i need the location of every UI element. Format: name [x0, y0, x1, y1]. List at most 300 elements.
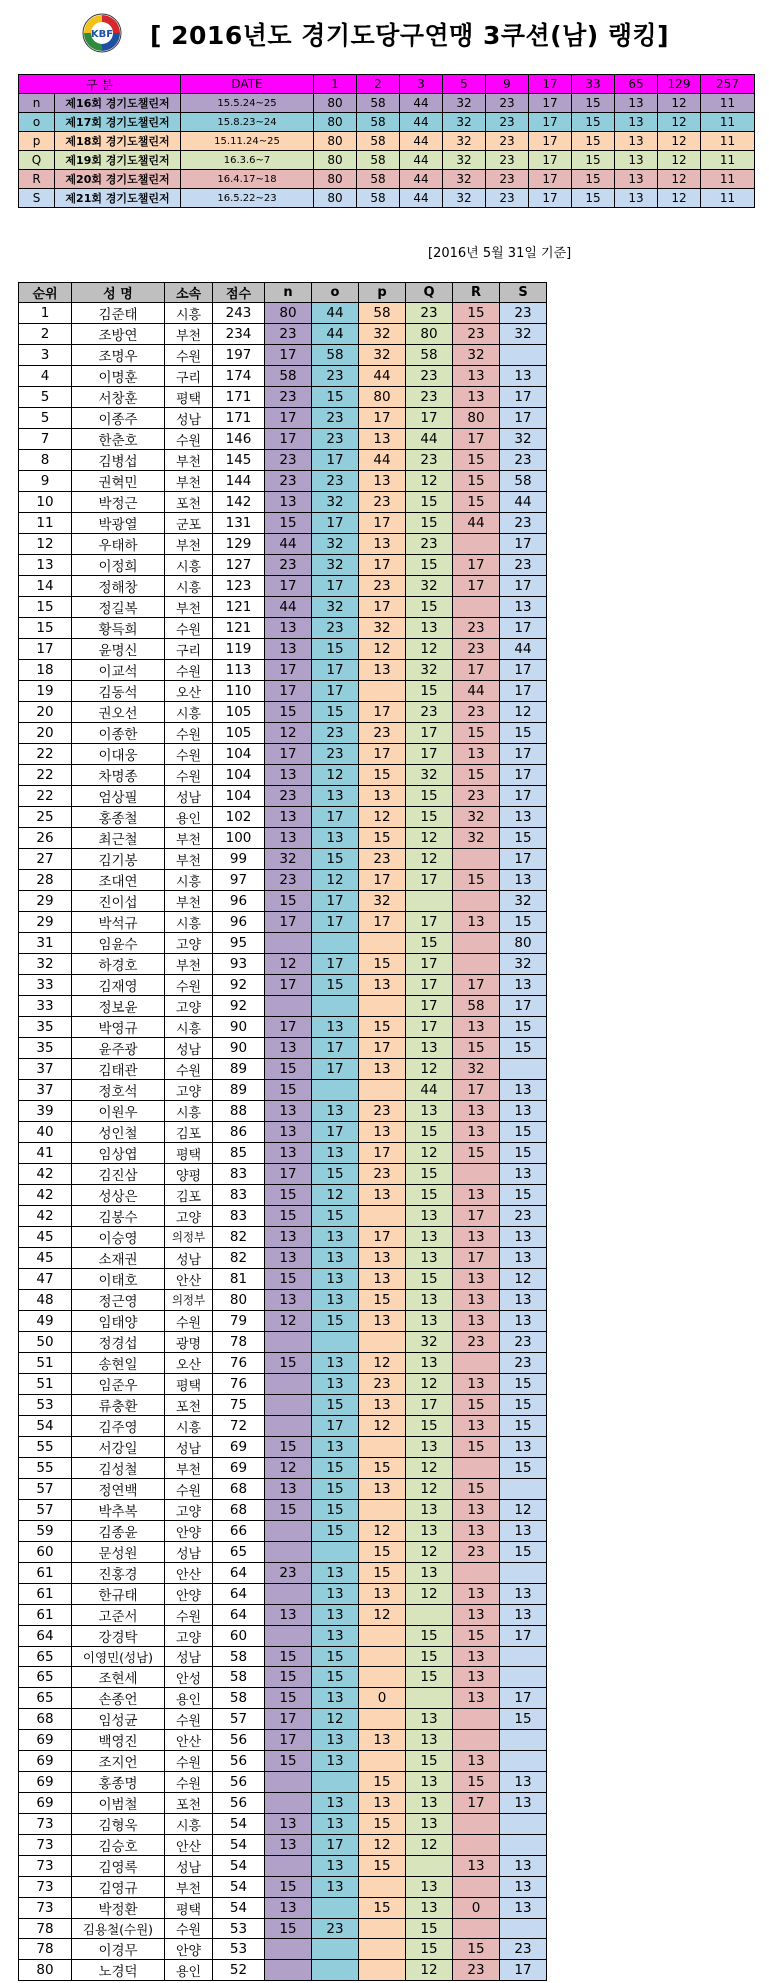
tournament-points-cell: 11 — [701, 189, 755, 208]
ranking-header-cell: 점수 — [213, 283, 265, 303]
ranking-row — [19, 1793, 547, 1814]
region-cell: 김포 — [165, 1122, 213, 1143]
player-name-cell: 이경무 — [72, 1939, 165, 1960]
region-cell: 포천 — [165, 1395, 213, 1416]
ranking-row — [19, 1919, 547, 1939]
total-score-cell: 83 — [213, 1206, 265, 1227]
tournament-Q-score-cell: 17 — [406, 975, 453, 996]
region-cell: 수원 — [165, 1311, 213, 1332]
player-name-cell: 조방연 — [72, 324, 165, 345]
tournament-o-score-cell: 17 — [312, 912, 359, 933]
tournament-o-score-cell: 17 — [312, 681, 359, 702]
tournament-points-cell: 11 — [701, 170, 755, 189]
rank-cell: 22 — [19, 744, 72, 765]
tournament-o-score-cell: 17 — [312, 1038, 359, 1059]
rank-cell: 65 — [19, 1647, 72, 1667]
player-name-cell: 한규태 — [72, 1584, 165, 1605]
rank-cell: 39 — [19, 1101, 72, 1122]
tournament-o-score-cell: 13 — [312, 1814, 359, 1835]
rank-cell: 28 — [19, 870, 72, 891]
tournament-p-score-cell: 32 — [359, 891, 406, 912]
ranking-row — [19, 366, 547, 387]
total-score-cell: 56 — [213, 1772, 265, 1793]
ranking-row — [19, 660, 547, 681]
total-score-cell: 52 — [213, 1960, 265, 1981]
player-name-cell: 강경탁 — [72, 1626, 165, 1647]
tournament-n-score-cell: 23 — [265, 471, 312, 492]
tournament-p-score-cell: 15 — [359, 1563, 406, 1584]
ranking-row — [19, 576, 547, 597]
tournament-points-cell: 11 — [701, 94, 755, 113]
tournament-S-score-cell: 13 — [500, 1437, 547, 1458]
tournament-Q-score-cell: 15 — [406, 1647, 453, 1667]
tournament-R-score-cell: 17 — [453, 576, 500, 597]
tournament-R-score-cell: 13 — [453, 1374, 500, 1395]
tournament-o-score-cell: 13 — [312, 1584, 359, 1605]
tournament-code-cell: S — [19, 189, 55, 208]
ranking-row — [19, 912, 547, 933]
region-cell: 안산 — [165, 1730, 213, 1751]
tournament-points-cell: 80 — [314, 132, 357, 151]
tournament-n-score-cell: 23 — [265, 450, 312, 471]
player-name-cell: 김준태 — [72, 303, 165, 324]
region-cell: 수원 — [165, 723, 213, 744]
region-cell: 용인 — [165, 1960, 213, 1981]
tournament-S-score-cell: 15 — [500, 1122, 547, 1143]
tournament-n-score-cell: 23 — [265, 555, 312, 576]
rank-cell: 29 — [19, 891, 72, 912]
region-cell: 부천 — [165, 534, 213, 555]
tournament-code-cell: Q — [19, 151, 55, 170]
player-name-cell: 성상은 — [72, 1185, 165, 1206]
tournament-points-cell: 44 — [400, 94, 443, 113]
tournament-points-cell: 12 — [658, 94, 701, 113]
player-name-cell: 임윤수 — [72, 933, 165, 954]
total-score-cell: 100 — [213, 828, 265, 849]
rank-cell: 33 — [19, 996, 72, 1017]
player-name-cell: 박정환 — [72, 1898, 165, 1919]
region-cell: 성남 — [165, 1647, 213, 1667]
tournament-o-score-cell: 17 — [312, 513, 359, 534]
region-cell: 부천 — [165, 450, 213, 471]
tournament-n-score-cell: 13 — [265, 1248, 312, 1269]
tournament-o-score-cell: 17 — [312, 1416, 359, 1437]
tournament-p-score-cell: 80 — [359, 387, 406, 408]
tournament-p-score-cell: 13 — [359, 660, 406, 681]
total-score-cell: 65 — [213, 1542, 265, 1563]
tournament-n-score-cell: 13 — [265, 807, 312, 828]
tournament-n-score-cell: 44 — [265, 534, 312, 555]
tournament-p-score-cell: 13 — [359, 975, 406, 996]
tournament-points-cell: 32 — [443, 113, 486, 132]
region-cell: 안양 — [165, 1521, 213, 1542]
tournament-S-score-cell: 13 — [500, 1227, 547, 1248]
total-score-cell: 69 — [213, 1458, 265, 1479]
region-cell: 시흥 — [165, 1017, 213, 1038]
tournament-n-score-cell: 15 — [265, 891, 312, 912]
player-name-cell: 임성균 — [72, 1709, 165, 1730]
tournament-o-score-cell: 12 — [312, 765, 359, 786]
ranking-row — [19, 639, 547, 660]
tournament-S-score-cell: 32 — [500, 891, 547, 912]
total-score-cell: 80 — [213, 1290, 265, 1311]
total-score-cell: 64 — [213, 1563, 265, 1584]
rank-cell: 60 — [19, 1542, 72, 1563]
tournament-date-cell: 15.8.23~24 — [181, 113, 314, 132]
tournament-n-score-cell: 15 — [265, 1647, 312, 1667]
tournament-o-score-cell: 15 — [312, 639, 359, 660]
tournament-o-score-cell: 15 — [312, 387, 359, 408]
ranking-row — [19, 1017, 547, 1038]
tournament-S-score-cell: 13 — [500, 1584, 547, 1605]
tournament-points-cell: 58 — [357, 151, 400, 170]
tournament-Q-score-cell: 13 — [406, 1709, 453, 1730]
region-cell: 고양 — [165, 933, 213, 954]
region-cell: 의정부 — [165, 1227, 213, 1248]
region-cell: 수원 — [165, 1479, 213, 1500]
total-score-cell: 104 — [213, 744, 265, 765]
rank-cell: 20 — [19, 723, 72, 744]
ranking-header-cell: o — [312, 283, 359, 303]
player-name-cell: 김병섭 — [72, 450, 165, 471]
tournament-o-score-cell: 23 — [312, 471, 359, 492]
tournament-n-score-cell: 15 — [265, 1751, 312, 1772]
tournament-o-score-cell: 15 — [312, 1458, 359, 1479]
tournament-points-cell: 13 — [615, 113, 658, 132]
tournament-S-score-cell: 17 — [500, 576, 547, 597]
ranking-row — [19, 1437, 547, 1458]
tournament-Q-score-cell: 13 — [406, 1206, 453, 1227]
player-name-cell: 김태관 — [72, 1059, 165, 1080]
rank-cell: 17 — [19, 639, 72, 660]
tournament-points-cell: 15 — [572, 132, 615, 151]
tournament-n-score-cell: 17 — [265, 1709, 312, 1730]
tournament-R-score-cell: 23 — [453, 1960, 500, 1981]
ranking-header-cell: 소속 — [165, 283, 213, 303]
tournament-n-score-cell: 17 — [265, 681, 312, 702]
tournament-R-score-cell — [453, 891, 500, 912]
tournament-o-score-cell: 15 — [312, 1521, 359, 1542]
rank-cell: 2 — [19, 324, 72, 345]
total-score-cell: 54 — [213, 1856, 265, 1877]
tournament-p-score-cell: 0 — [359, 1688, 406, 1709]
tournament-p-score-cell: 15 — [359, 1017, 406, 1038]
rank-cell: 45 — [19, 1227, 72, 1248]
tournament-S-score-cell: 13 — [500, 366, 547, 387]
region-cell: 성남 — [165, 1856, 213, 1877]
tournament-Q-score-cell: 23 — [406, 387, 453, 408]
tournament-S-score-cell: 13 — [500, 1248, 547, 1269]
tournament-R-score-cell — [453, 597, 500, 618]
tournament-Q-score-cell: 12 — [406, 849, 453, 870]
tournament-R-score-cell: 13 — [453, 1605, 500, 1626]
tournament-R-score-cell: 32 — [453, 807, 500, 828]
tournament-S-score-cell: 12 — [500, 702, 547, 723]
tournament-p-score-cell: 15 — [359, 1542, 406, 1563]
rank-cell: 22 — [19, 765, 72, 786]
tournament-n-score-cell: 15 — [265, 1500, 312, 1521]
tournament-p-score-cell: 13 — [359, 534, 406, 555]
total-score-cell: 81 — [213, 1269, 265, 1290]
rank-cell: 42 — [19, 1185, 72, 1206]
region-cell: 부천 — [165, 891, 213, 912]
player-name-cell: 황득희 — [72, 618, 165, 639]
region-cell: 안산 — [165, 1563, 213, 1584]
tournament-R-score-cell: 15 — [453, 450, 500, 471]
ranking-row — [19, 597, 547, 618]
region-cell: 수원 — [165, 1772, 213, 1793]
tournament-points-cell: 44 — [400, 132, 443, 151]
rank-cell: 4 — [19, 366, 72, 387]
rank-cell: 15 — [19, 618, 72, 639]
tournament-points-cell: 13 — [615, 170, 658, 189]
tournament-S-score-cell — [500, 1835, 547, 1856]
rank-cell: 69 — [19, 1730, 72, 1751]
rank-cell: 73 — [19, 1835, 72, 1856]
tournament-S-score-cell: 13 — [500, 1311, 547, 1332]
tournament-o-score-cell: 15 — [312, 1164, 359, 1185]
rank-cell: 49 — [19, 1311, 72, 1332]
tournament-p-score-cell: 15 — [359, 828, 406, 849]
player-name-cell: 이교석 — [72, 660, 165, 681]
tournament-S-score-cell: 15 — [500, 912, 547, 933]
tournament-Q-score-cell: 80 — [406, 324, 453, 345]
tournament-points-cell: 12 — [658, 132, 701, 151]
tournament-n-score-cell: 15 — [265, 1919, 312, 1939]
ranking-row — [19, 387, 547, 408]
tournament-R-score-cell: 13 — [453, 366, 500, 387]
tournament-S-score-cell: 17 — [500, 996, 547, 1017]
tournament-R-score-cell: 32 — [453, 345, 500, 366]
tournament-R-score-cell: 17 — [453, 1248, 500, 1269]
tournament-R-score-cell: 13 — [453, 1269, 500, 1290]
tournament-row — [19, 132, 755, 151]
ranking-row — [19, 1374, 547, 1395]
tournament-S-score-cell: 32 — [500, 429, 547, 450]
tournament-o-score-cell: 13 — [312, 1730, 359, 1751]
tournament-points-cell: 44 — [400, 170, 443, 189]
tournament-Q-score-cell — [406, 1856, 453, 1877]
region-cell: 성남 — [165, 786, 213, 807]
kbf-logo-icon — [82, 13, 122, 53]
tournament-p-score-cell: 23 — [359, 849, 406, 870]
tournament-S-score-cell: 15 — [500, 1395, 547, 1416]
ranking-row — [19, 891, 547, 912]
region-cell: 수원 — [165, 975, 213, 996]
player-name-cell: 이종한 — [72, 723, 165, 744]
player-name-cell: 조현세 — [72, 1667, 165, 1688]
region-cell: 시흥 — [165, 1814, 213, 1835]
tournament-p-score-cell — [359, 1647, 406, 1667]
tournament-S-score-cell: 13 — [500, 870, 547, 891]
tournament-Q-score-cell: 13 — [406, 1353, 453, 1374]
player-name-cell: 김영규 — [72, 1877, 165, 1898]
rank-cell: 8 — [19, 450, 72, 471]
rank-cell: 55 — [19, 1458, 72, 1479]
tournament-o-score-cell: 32 — [312, 555, 359, 576]
tournament-points-cell: 11 — [701, 151, 755, 170]
tournament-Q-score-cell: 15 — [406, 1122, 453, 1143]
tournament-o-score-cell: 15 — [312, 1311, 359, 1332]
player-name-cell: 이명훈 — [72, 366, 165, 387]
tournament-points-cell: 11 — [701, 132, 755, 151]
player-name-cell: 김성철 — [72, 1458, 165, 1479]
tournament-o-score-cell — [312, 1898, 359, 1919]
rank-cell: 20 — [19, 702, 72, 723]
tournament-S-score-cell: 13 — [500, 597, 547, 618]
region-cell: 용인 — [165, 1688, 213, 1709]
tournament-n-score-cell — [265, 1395, 312, 1416]
tournament-o-score-cell: 13 — [312, 1269, 359, 1290]
tournament-S-score-cell: 13 — [500, 1856, 547, 1877]
tournament-R-score-cell: 15 — [453, 1772, 500, 1793]
tournament-R-score-cell: 13 — [453, 1688, 500, 1709]
ranking-row — [19, 1080, 547, 1101]
total-score-cell: 121 — [213, 618, 265, 639]
rank-cell: 15 — [19, 597, 72, 618]
tournament-p-score-cell: 15 — [359, 1290, 406, 1311]
region-cell: 수원 — [165, 1919, 213, 1939]
tournament-header-cell: 2 — [357, 75, 400, 94]
tournament-Q-score-cell: 12 — [406, 1960, 453, 1981]
tournament-R-score-cell: 15 — [453, 1038, 500, 1059]
rank-cell: 5 — [19, 387, 72, 408]
tournament-p-score-cell: 17 — [359, 555, 406, 576]
region-cell: 오산 — [165, 1353, 213, 1374]
player-name-cell: 임상엽 — [72, 1143, 165, 1164]
tournament-Q-score-cell: 15 — [406, 1626, 453, 1647]
tournament-S-score-cell: 17 — [500, 660, 547, 681]
rank-cell: 80 — [19, 1960, 72, 1981]
tournament-points-cell: 17 — [529, 189, 572, 208]
tournament-p-score-cell: 13 — [359, 1395, 406, 1416]
tournament-R-score-cell — [453, 849, 500, 870]
tournament-p-score-cell: 12 — [359, 639, 406, 660]
total-score-cell: 88 — [213, 1101, 265, 1122]
tournament-S-score-cell: 17 — [500, 765, 547, 786]
tournament-n-score-cell: 58 — [265, 366, 312, 387]
rank-cell: 14 — [19, 576, 72, 597]
player-name-cell: 정경섭 — [72, 1332, 165, 1353]
tournament-n-score-cell — [265, 1542, 312, 1563]
tournament-name-cell: 제18회 경기도챌린저 — [55, 132, 181, 151]
tournament-p-score-cell: 58 — [359, 303, 406, 324]
tournament-points-cell: 15 — [572, 113, 615, 132]
ranking-header-cell: Q — [406, 283, 453, 303]
tournament-S-score-cell — [500, 1919, 547, 1939]
ranking-row — [19, 828, 547, 849]
tournament-points-cell: 12 — [658, 151, 701, 170]
player-name-cell: 진이섭 — [72, 891, 165, 912]
rank-cell: 73 — [19, 1814, 72, 1835]
tournament-o-score-cell — [312, 1939, 359, 1960]
tournament-n-score-cell: 13 — [265, 1122, 312, 1143]
tournament-n-score-cell: 13 — [265, 1038, 312, 1059]
tournament-points-cell: 32 — [443, 94, 486, 113]
player-name-cell: 조지언 — [72, 1751, 165, 1772]
tournament-p-score-cell: 23 — [359, 1101, 406, 1122]
ranking-row — [19, 933, 547, 954]
tournament-o-score-cell: 17 — [312, 1122, 359, 1143]
tournament-p-score-cell: 13 — [359, 1730, 406, 1751]
tournament-Q-score-cell: 32 — [406, 765, 453, 786]
total-score-cell: 54 — [213, 1835, 265, 1856]
tournament-o-score-cell — [312, 1542, 359, 1563]
region-cell: 시흥 — [165, 303, 213, 324]
tournament-p-score-cell: 13 — [359, 1479, 406, 1500]
tournament-Q-score-cell: 17 — [406, 1395, 453, 1416]
tournament-R-score-cell: 44 — [453, 681, 500, 702]
region-cell: 안성 — [165, 1667, 213, 1688]
tournament-n-score-cell: 23 — [265, 1563, 312, 1584]
tournament-S-score-cell: 15 — [500, 1374, 547, 1395]
ranking-header-cell: S — [500, 283, 547, 303]
tournament-Q-score-cell: 44 — [406, 1080, 453, 1101]
tournament-R-score-cell: 15 — [453, 870, 500, 891]
tournament-R-score-cell — [453, 1458, 500, 1479]
total-score-cell: 105 — [213, 723, 265, 744]
tournament-n-score-cell: 17 — [265, 1017, 312, 1038]
tournament-n-score-cell: 15 — [265, 1877, 312, 1898]
total-score-cell: 96 — [213, 891, 265, 912]
player-name-cell: 최근철 — [72, 828, 165, 849]
tournament-R-score-cell — [453, 1835, 500, 1856]
tournament-o-score-cell: 15 — [312, 1479, 359, 1500]
tournament-p-score-cell: 44 — [359, 366, 406, 387]
tournament-S-score-cell: 15 — [500, 1709, 547, 1730]
rank-cell: 73 — [19, 1856, 72, 1877]
tournament-R-score-cell: 13 — [453, 1751, 500, 1772]
tournament-R-score-cell: 15 — [453, 723, 500, 744]
tournament-Q-score-cell: 15 — [406, 1667, 453, 1688]
region-cell: 부천 — [165, 954, 213, 975]
total-score-cell: 90 — [213, 1017, 265, 1038]
tournament-points-cell: 32 — [443, 189, 486, 208]
tournament-header-cell: 17 — [529, 75, 572, 94]
player-name-cell: 서창훈 — [72, 387, 165, 408]
ranking-row — [19, 1521, 547, 1542]
tournament-p-score-cell: 17 — [359, 1038, 406, 1059]
rank-cell: 42 — [19, 1164, 72, 1185]
total-score-cell: 64 — [213, 1605, 265, 1626]
region-cell: 부천 — [165, 1458, 213, 1479]
tournament-n-score-cell: 17 — [265, 975, 312, 996]
tournament-n-score-cell: 17 — [265, 345, 312, 366]
tournament-header-cell: 129 — [658, 75, 701, 94]
rank-cell: 35 — [19, 1038, 72, 1059]
tournament-code-cell: R — [19, 170, 55, 189]
tournament-R-score-cell: 13 — [453, 1122, 500, 1143]
rank-cell: 47 — [19, 1269, 72, 1290]
total-score-cell: 99 — [213, 849, 265, 870]
tournament-header-cell: 3 — [400, 75, 443, 94]
rank-cell: 65 — [19, 1667, 72, 1688]
player-name-cell: 서강일 — [72, 1437, 165, 1458]
page-header — [0, 0, 769, 66]
tournament-S-score-cell — [500, 1730, 547, 1751]
tournament-o-score-cell: 13 — [312, 1227, 359, 1248]
ranking-row — [19, 954, 547, 975]
tournament-n-score-cell: 13 — [265, 1143, 312, 1164]
tournament-p-score-cell: 23 — [359, 723, 406, 744]
tournament-o-score-cell: 13 — [312, 1626, 359, 1647]
ranking-row — [19, 1898, 547, 1919]
ranking-row — [19, 1479, 547, 1500]
tournament-points-cell: 17 — [529, 113, 572, 132]
region-cell: 시흥 — [165, 555, 213, 576]
rank-cell: 11 — [19, 513, 72, 534]
ranking-row — [19, 1332, 547, 1353]
